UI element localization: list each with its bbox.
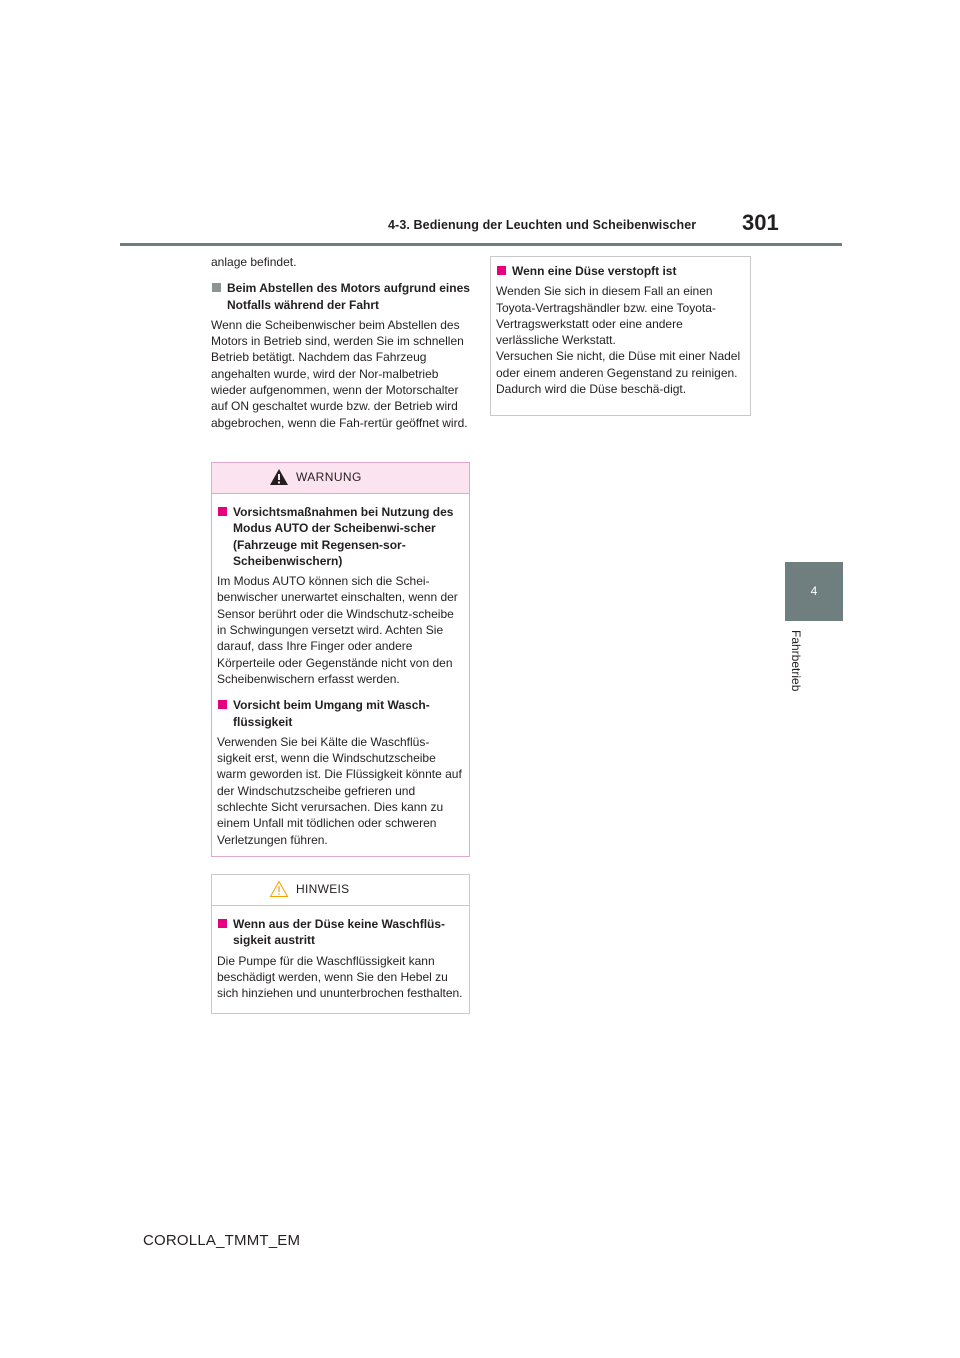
left-column — [211, 254, 473, 431]
warning-header — [212, 463, 469, 494]
warning-paragraph: Im Modus AUTO können sich die Schei-benwischer unerwartet einschalten, wenn der Sensor berührt oder die Windschutz-scheibe in Schwingungen versetzt wird. Achten Sie darauf, dass Ihre Finger oder andere Körperteile oder Gegenstände nicht von den Scheibenwischern erfasst werden. — [217, 574, 458, 686]
warning-title: WARNUNG — [296, 470, 362, 484]
heading-text: Wenn eine Düse verstopft ist — [512, 264, 677, 278]
heading-text: Vorsicht beim Umgang mit Wasch-flüssigkeit — [233, 698, 430, 729]
hint-box — [211, 874, 470, 1014]
chapter-label: Fahrbetrieb — [789, 630, 803, 692]
section-heading — [211, 280, 473, 313]
warning-body — [212, 504, 469, 848]
warning-heading — [217, 697, 463, 730]
bullet-square-icon — [212, 283, 221, 292]
bullet-square-icon — [497, 266, 506, 275]
info-body — [491, 263, 750, 397]
page-number: 301 — [742, 210, 779, 235]
heading-text: Vorsichtsmaßnahmen bei Nutzung des Modus AUTO der Scheibenwi-scher (Fahrzeuge mit Regensen-sor-Scheibenwischern) — [233, 505, 454, 568]
heading-text: Wenn aus der Düse keine Waschflüs-sigkeit austritt — [233, 917, 446, 948]
info-heading — [496, 263, 744, 279]
section-title: 4-3. Bedienung der Leuchten und Scheibenwischer — [388, 218, 697, 232]
heading-text: Beim Abstellen des Motors aufgrund eines Notfalls während der Fahrt — [227, 281, 470, 312]
info-box — [490, 256, 751, 416]
bullet-square-icon — [218, 919, 227, 928]
warning-heading — [217, 504, 463, 569]
warning-box — [211, 462, 470, 857]
caution-triangle-outline-icon — [269, 880, 289, 898]
chapter-tab: 4 — [785, 562, 843, 621]
bullet-square-icon — [218, 507, 227, 516]
hint-paragraph: Die Pumpe für die Waschflüssigkeit kann beschädigt werden, wenn Sie den Hebel zu sich hinziehen und ununterbrochen festhalten. — [217, 953, 463, 1001]
intro-line: anlage befindet. — [211, 255, 297, 269]
hint-title: HINWEIS — [296, 882, 350, 896]
hint-header — [212, 875, 469, 906]
bullet-square-icon — [218, 700, 227, 709]
info-paragraph: Wenden Sie sich in diesem Fall an einen Toyota-Vertragshändler bzw. eine Toyota-Vertragswerkstatt oder eine andere verlässliche Werkstatt. — [496, 284, 716, 348]
footer-doc-code: COROLLA_TMMT_EM — [143, 1232, 301, 1249]
header-rule — [120, 243, 842, 246]
warning-paragraph: Verwenden Sie bei Kälte die Waschflüs-sigkeit erst, wenn die Windschutzscheibe warm geworden ist. Die Flüssigkeit könnte auf der Windschutzscheibe gefrieren und schlechte Sicht verursachen. Dies kann zu einem Unfall mit tödlichen oder schweren Verletzungen führen. — [217, 734, 462, 847]
warning-triangle-icon — [269, 468, 289, 486]
info-paragraph: Versuchen Sie nicht, die Düse mit einer Nadel oder einem anderen Gegenstand zu reinigen. Dadurch wird die Düse beschä-digt. — [496, 349, 741, 397]
hint-body — [212, 916, 469, 1001]
body-paragraph: Wenn die Scheibenwischer beim Abstellen des Motors in Betrieb sind, werden Sie im schnellen Betrieb betätigt. Nachdem das Fahrzeug angehalten wurde, wird der Nor-malbetrieb wieder aufgenommen, wenn der Motorschalter auf ON geschaltet wurde bzw. der Betrieb wird abgebrochen, wenn die Fah-rertür geöffnet wird. — [211, 317, 468, 430]
hint-heading — [217, 916, 463, 949]
